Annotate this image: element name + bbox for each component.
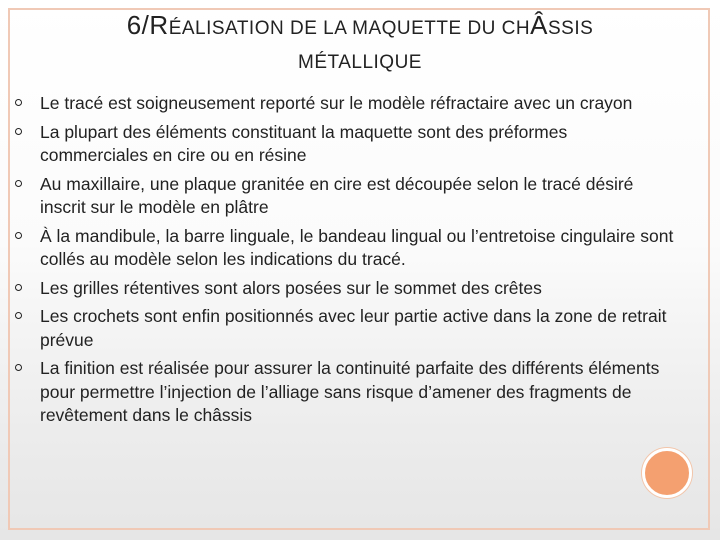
bullet-item [14, 277, 674, 301]
bullet-text: Les grilles rétentives sont alors posées sur le sommet des crêtes [40, 277, 542, 298]
bullet-text: Les crochets sont enfin positionnés avec leur partie active dans la zone de retrait prévue [40, 306, 667, 350]
bullet-item [14, 92, 674, 116]
bullet-circle-icon [15, 99, 22, 106]
bullet-text: La finition est réalisée pour assurer la continuité parfaite des différents éléments pour permettre l’injection de l’alliage sans risque d’amener des fragments de revêtement dans le châssis [40, 358, 660, 425]
bullet-text: Le tracé est soigneusement reporté sur le modèle réfractaire avec un crayon [40, 93, 633, 113]
bullet-text: À la mandibule, la barre linguale, le bandeau lingual ou l’entretoise cingulaire sont collés au modèle selon les indications du tracé. [40, 225, 674, 269]
bullet-item [14, 357, 674, 428]
bullet-item [14, 305, 674, 352]
slide-title-line1 [40, 10, 680, 41]
title-text: ÉALISATION DE LA MAQUETTE DU CH [168, 18, 531, 39]
title-prefix: 6/R [126, 10, 169, 40]
bullet-text: La plupart des éléments constituant la maquette sont des préformes commerciales en cire ou en résine [40, 121, 568, 165]
title-cap-letter: Â [530, 10, 548, 40]
bullet-circle-icon [15, 128, 22, 135]
bullet-item [14, 121, 674, 168]
bullet-item [14, 225, 674, 272]
slide-title-line2: MÉTALLIQUE [298, 52, 422, 73]
bullet-item [14, 173, 674, 220]
title-text-end: SSIS [547, 18, 594, 39]
bullet-circle-icon [15, 284, 22, 291]
bullet-list [14, 92, 674, 433]
bullet-circle-icon [15, 232, 22, 239]
bullet-circle-icon [15, 180, 22, 187]
decorative-circle-icon [642, 448, 692, 498]
bullet-circle-icon [15, 364, 22, 371]
bullet-text: Au maxillaire, une plaque granitée en cire est découpée selon le tracé désiré inscrit sur le modèle en plâtre [40, 173, 634, 217]
bullet-circle-icon [15, 312, 22, 319]
